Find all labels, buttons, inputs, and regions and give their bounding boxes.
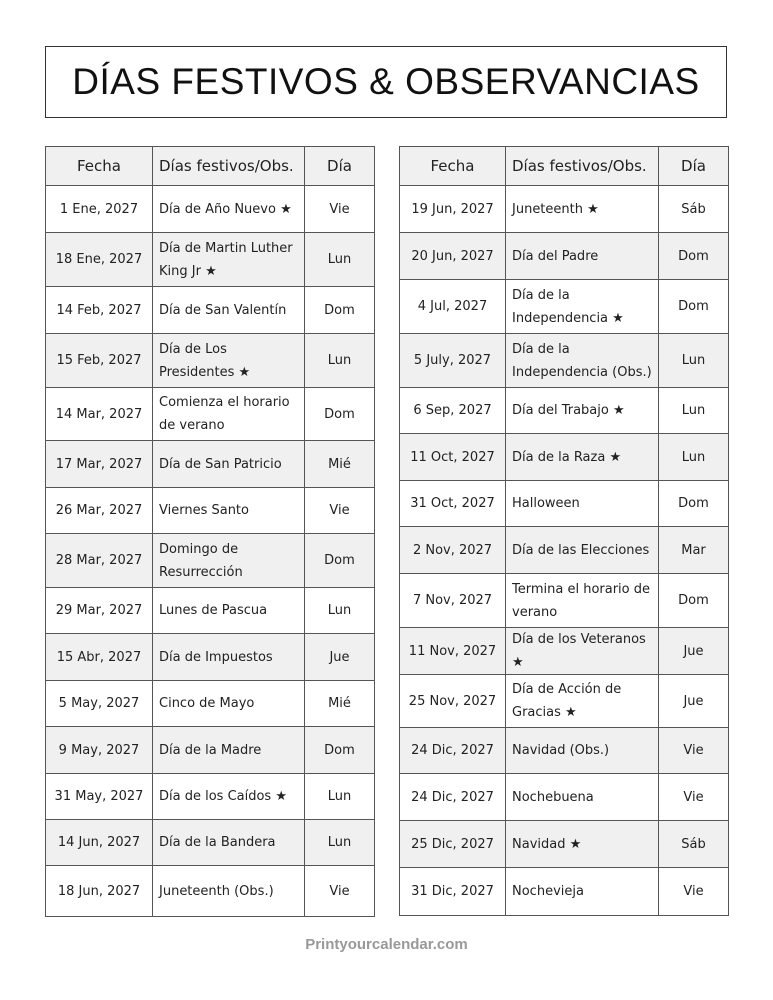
date-cell: 5 May, 2027 [46, 681, 153, 727]
holiday-cell: Día de la Raza ★ [506, 434, 659, 481]
header-date: Fecha [400, 147, 506, 186]
date-cell: 15 Feb, 2027 [46, 334, 153, 388]
holiday-cell: Navidad (Obs.) [506, 728, 659, 774]
day-cell: Vie [659, 728, 729, 774]
date-cell: 14 Feb, 2027 [46, 287, 153, 334]
day-cell: Lun [659, 388, 729, 434]
holiday-cell: Juneteenth ★ [506, 186, 659, 233]
date-cell: 20 Jun, 2027 [400, 233, 506, 280]
table-row [400, 481, 729, 527]
date-cell: 17 Mar, 2027 [46, 441, 153, 488]
date-cell: 26 Mar, 2027 [46, 488, 153, 534]
holiday-cell: Comienza el horario de verano [153, 388, 305, 441]
holiday-cell: Halloween [506, 481, 659, 527]
day-cell: Dom [305, 388, 375, 441]
date-cell: 11 Nov, 2027 [400, 628, 506, 675]
date-cell: 28 Mar, 2027 [46, 534, 153, 588]
day-cell: Jue [659, 628, 729, 675]
table-row [400, 527, 729, 574]
date-cell: 31 Oct, 2027 [400, 481, 506, 527]
table-row [46, 634, 375, 681]
date-cell: 14 Mar, 2027 [46, 388, 153, 441]
day-cell: Vie [305, 186, 375, 233]
date-cell: 14 Jun, 2027 [46, 820, 153, 866]
date-cell: 18 Ene, 2027 [46, 233, 153, 287]
table-row [400, 675, 729, 728]
table-header [400, 147, 729, 186]
day-cell: Lun [305, 334, 375, 388]
holiday-cell: Lunes de Pascua [153, 588, 305, 634]
date-cell: 25 Dic, 2027 [400, 821, 506, 868]
date-cell: 4 Jul, 2027 [400, 280, 506, 334]
day-cell: Dom [305, 727, 375, 774]
holiday-cell: Día del Trabajo ★ [506, 388, 659, 434]
holiday-cell: Termina el horario de verano [506, 574, 659, 628]
day-cell: Vie [305, 488, 375, 534]
day-cell: Sáb [659, 821, 729, 868]
table-row [400, 334, 729, 388]
holiday-cell: Nochebuena [506, 774, 659, 821]
day-cell: Dom [305, 534, 375, 588]
day-cell: Lun [659, 434, 729, 481]
holiday-cell: Día de San Patricio [153, 441, 305, 488]
table-row [46, 866, 375, 917]
date-cell: 25 Nov, 2027 [400, 675, 506, 728]
table-row [46, 488, 375, 534]
holiday-cell: Día de Acción de Gracias ★ [506, 675, 659, 728]
date-cell: 31 May, 2027 [46, 774, 153, 820]
table-row [400, 868, 729, 916]
holiday-cell: Día de la Independencia (Obs.) [506, 334, 659, 388]
day-cell: Lun [305, 774, 375, 820]
table-row [400, 280, 729, 334]
holiday-cell: Domingo de Resurrección [153, 534, 305, 588]
day-cell: Mié [305, 441, 375, 488]
date-cell: 24 Dic, 2027 [400, 728, 506, 774]
holidays-table-right [399, 146, 729, 916]
header-holiday: Días festivos/Obs. [153, 147, 305, 186]
holidays-table-left [45, 146, 375, 917]
day-cell: Dom [659, 233, 729, 280]
table-row [46, 441, 375, 488]
table-row [400, 233, 729, 280]
table-row [46, 681, 375, 727]
table-row [400, 186, 729, 233]
date-cell: 5 July, 2027 [400, 334, 506, 388]
holiday-cell: Día de Año Nuevo ★ [153, 186, 305, 233]
date-cell: 18 Jun, 2027 [46, 866, 153, 917]
day-cell: Mié [305, 681, 375, 727]
date-cell: 11 Oct, 2027 [400, 434, 506, 481]
page-title: DÍAS FESTIVOS & OBSERVANCIAS [45, 46, 727, 118]
table-row [400, 434, 729, 481]
table-row [46, 388, 375, 441]
holiday-cell: Juneteenth (Obs.) [153, 866, 305, 917]
table-row [46, 534, 375, 588]
day-cell: Vie [659, 868, 729, 916]
footer-site: Printyourcalendar.com [305, 936, 468, 953]
table-row [46, 727, 375, 774]
day-cell: Vie [659, 774, 729, 821]
table-row [46, 186, 375, 233]
date-cell: 15 Abr, 2027 [46, 634, 153, 681]
holiday-cell: Día de Martin Luther King Jr ★ [153, 233, 305, 287]
holiday-cell: Día de los Veteranos ★ [506, 628, 659, 675]
holiday-cell: Día de Impuestos [153, 634, 305, 681]
date-cell: 31 Dic, 2027 [400, 868, 506, 916]
day-cell: Jue [659, 675, 729, 728]
table-row [400, 821, 729, 868]
holiday-cell: Cinco de Mayo [153, 681, 305, 727]
day-cell: Mar [659, 527, 729, 574]
table-row [46, 774, 375, 820]
date-cell: 24 Dic, 2027 [400, 774, 506, 821]
day-cell: Lun [659, 334, 729, 388]
day-cell: Dom [659, 574, 729, 628]
holiday-cell: Día de la Independencia ★ [506, 280, 659, 334]
table-row [400, 728, 729, 774]
table-header [46, 147, 375, 186]
holiday-cell: Nochevieja [506, 868, 659, 916]
table-row [46, 334, 375, 388]
header-date: Fecha [46, 147, 153, 186]
date-cell: 19 Jun, 2027 [400, 186, 506, 233]
table-row [400, 774, 729, 821]
holiday-cell: Viernes Santo [153, 488, 305, 534]
table-row [46, 588, 375, 634]
day-cell: Sáb [659, 186, 729, 233]
date-cell: 1 Ene, 2027 [46, 186, 153, 233]
day-cell: Jue [305, 634, 375, 681]
date-cell: 7 Nov, 2027 [400, 574, 506, 628]
table-row [46, 233, 375, 287]
day-cell: Lun [305, 588, 375, 634]
holiday-cell: Día de Los Presidentes ★ [153, 334, 305, 388]
holiday-cell: Día de las Elecciones [506, 527, 659, 574]
day-cell: Vie [305, 866, 375, 917]
holiday-cell: Navidad ★ [506, 821, 659, 868]
header-day: Día [659, 147, 729, 186]
holiday-cell: Día de San Valentín [153, 287, 305, 334]
date-cell: 29 Mar, 2027 [46, 588, 153, 634]
holiday-cell: Día de la Bandera [153, 820, 305, 866]
date-cell: 9 May, 2027 [46, 727, 153, 774]
day-cell: Lun [305, 820, 375, 866]
date-cell: 2 Nov, 2027 [400, 527, 506, 574]
table-row [46, 820, 375, 866]
holiday-cell: Día de los Caídos ★ [153, 774, 305, 820]
header-day: Día [305, 147, 375, 186]
holiday-cell: Día de la Madre [153, 727, 305, 774]
table-row [400, 388, 729, 434]
table-row [46, 287, 375, 334]
header-holiday: Días festivos/Obs. [506, 147, 659, 186]
day-cell: Dom [659, 280, 729, 334]
date-cell: 6 Sep, 2027 [400, 388, 506, 434]
day-cell: Lun [305, 233, 375, 287]
holiday-cell: Día del Padre [506, 233, 659, 280]
day-cell: Dom [305, 287, 375, 334]
table-row [400, 574, 729, 628]
day-cell: Dom [659, 481, 729, 527]
table-row [400, 628, 729, 675]
